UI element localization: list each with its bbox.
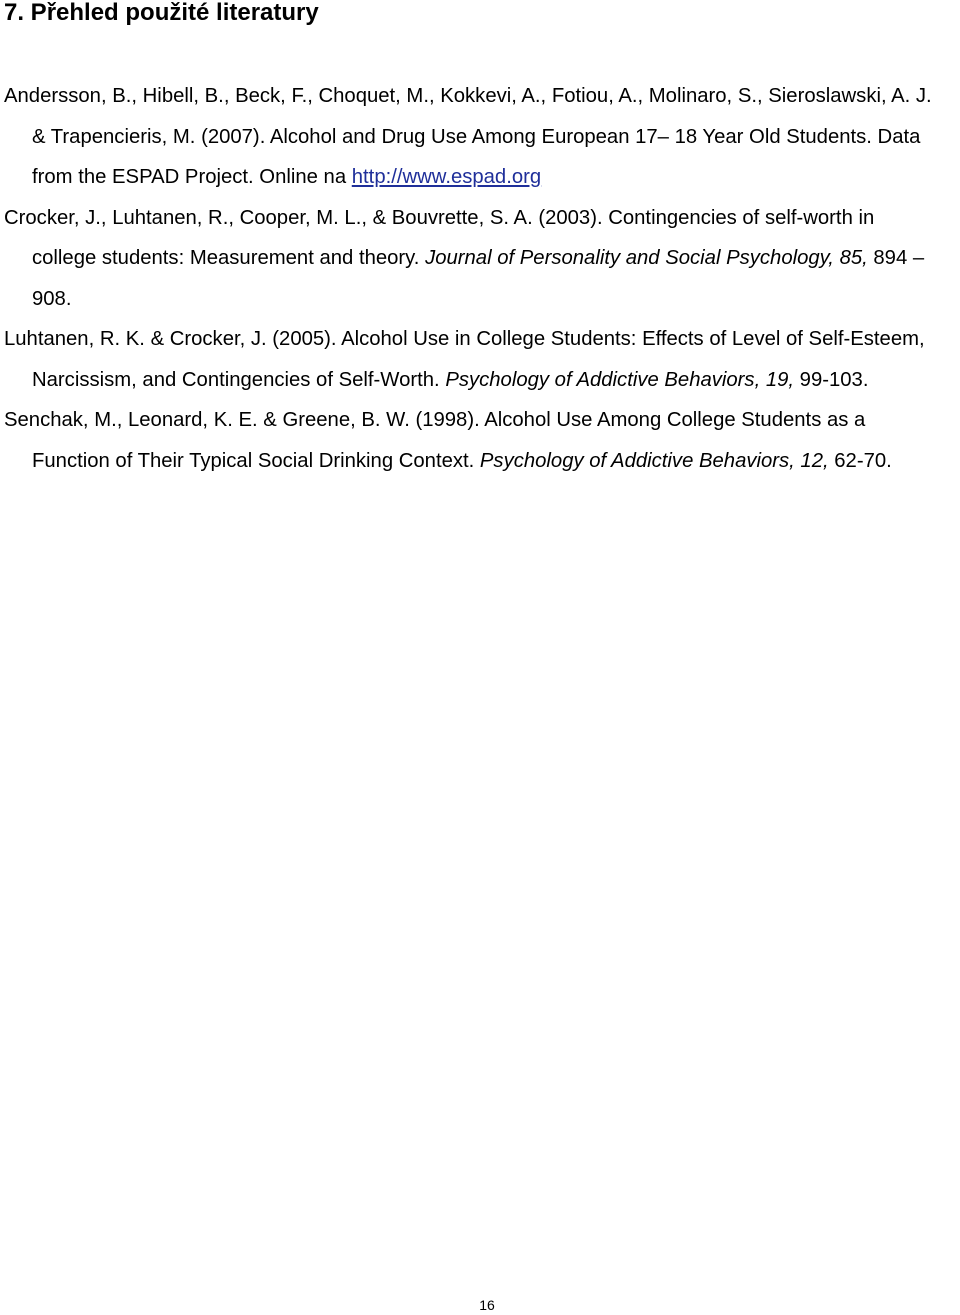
reference-pages: 62-70. bbox=[828, 449, 892, 472]
reference-text: Senchak, M., Leonard, K. E. & Greene, B. W. (1998). Alcohol Use Among College Students as a Function of Their Typical Social Drinking Context. bbox=[4, 409, 866, 472]
page-number: 16 bbox=[479, 1297, 495, 1313]
reference-luhtanen bbox=[4, 319, 944, 400]
reference-text: Crocker, J., Luhtanen, R., Cooper, M. L., & Bouvrette, S. A. (2003). Contingencies of self-worth in college students: Measurement and theory. bbox=[4, 206, 875, 269]
reference-andersson bbox=[4, 76, 944, 198]
reference-pages: 99-103. bbox=[794, 368, 869, 391]
reference-text: Luhtanen, R. K. & Crocker, J. (2005). Alcohol Use in College Students: Effects of Level of Self-Esteem, Narcissism, and Contingencies of Self-Worth. bbox=[4, 328, 925, 391]
journal-title: Psychology of Addictive Behaviors, 19, bbox=[445, 368, 795, 391]
reference-text: Andersson, B., Hibell, B., Beck, F., Choquet, M., Kokkevi, A., Fotiou, A., Molinaro, S., Sieroslawski, A. J. & Trapencieris, M. (2007). Alcohol and Drug Use Among European 17– 18 Year Old Students. Data from the ESPAD Project. Online na bbox=[4, 85, 932, 188]
reference-list bbox=[4, 76, 944, 481]
reference-pages: 894 –908. bbox=[32, 247, 925, 310]
journal-title: Journal of Personality and Social Psychology, 85, bbox=[425, 247, 868, 269]
reference-senchak bbox=[4, 400, 944, 481]
section-heading: 7. Přehled použité literatury bbox=[4, 0, 319, 26]
reference-crocker bbox=[4, 198, 944, 320]
journal-title: Psychology of Addictive Behaviors, 12, bbox=[479, 449, 829, 472]
espad-link[interactable]: http://www.espad.org bbox=[351, 166, 542, 188]
